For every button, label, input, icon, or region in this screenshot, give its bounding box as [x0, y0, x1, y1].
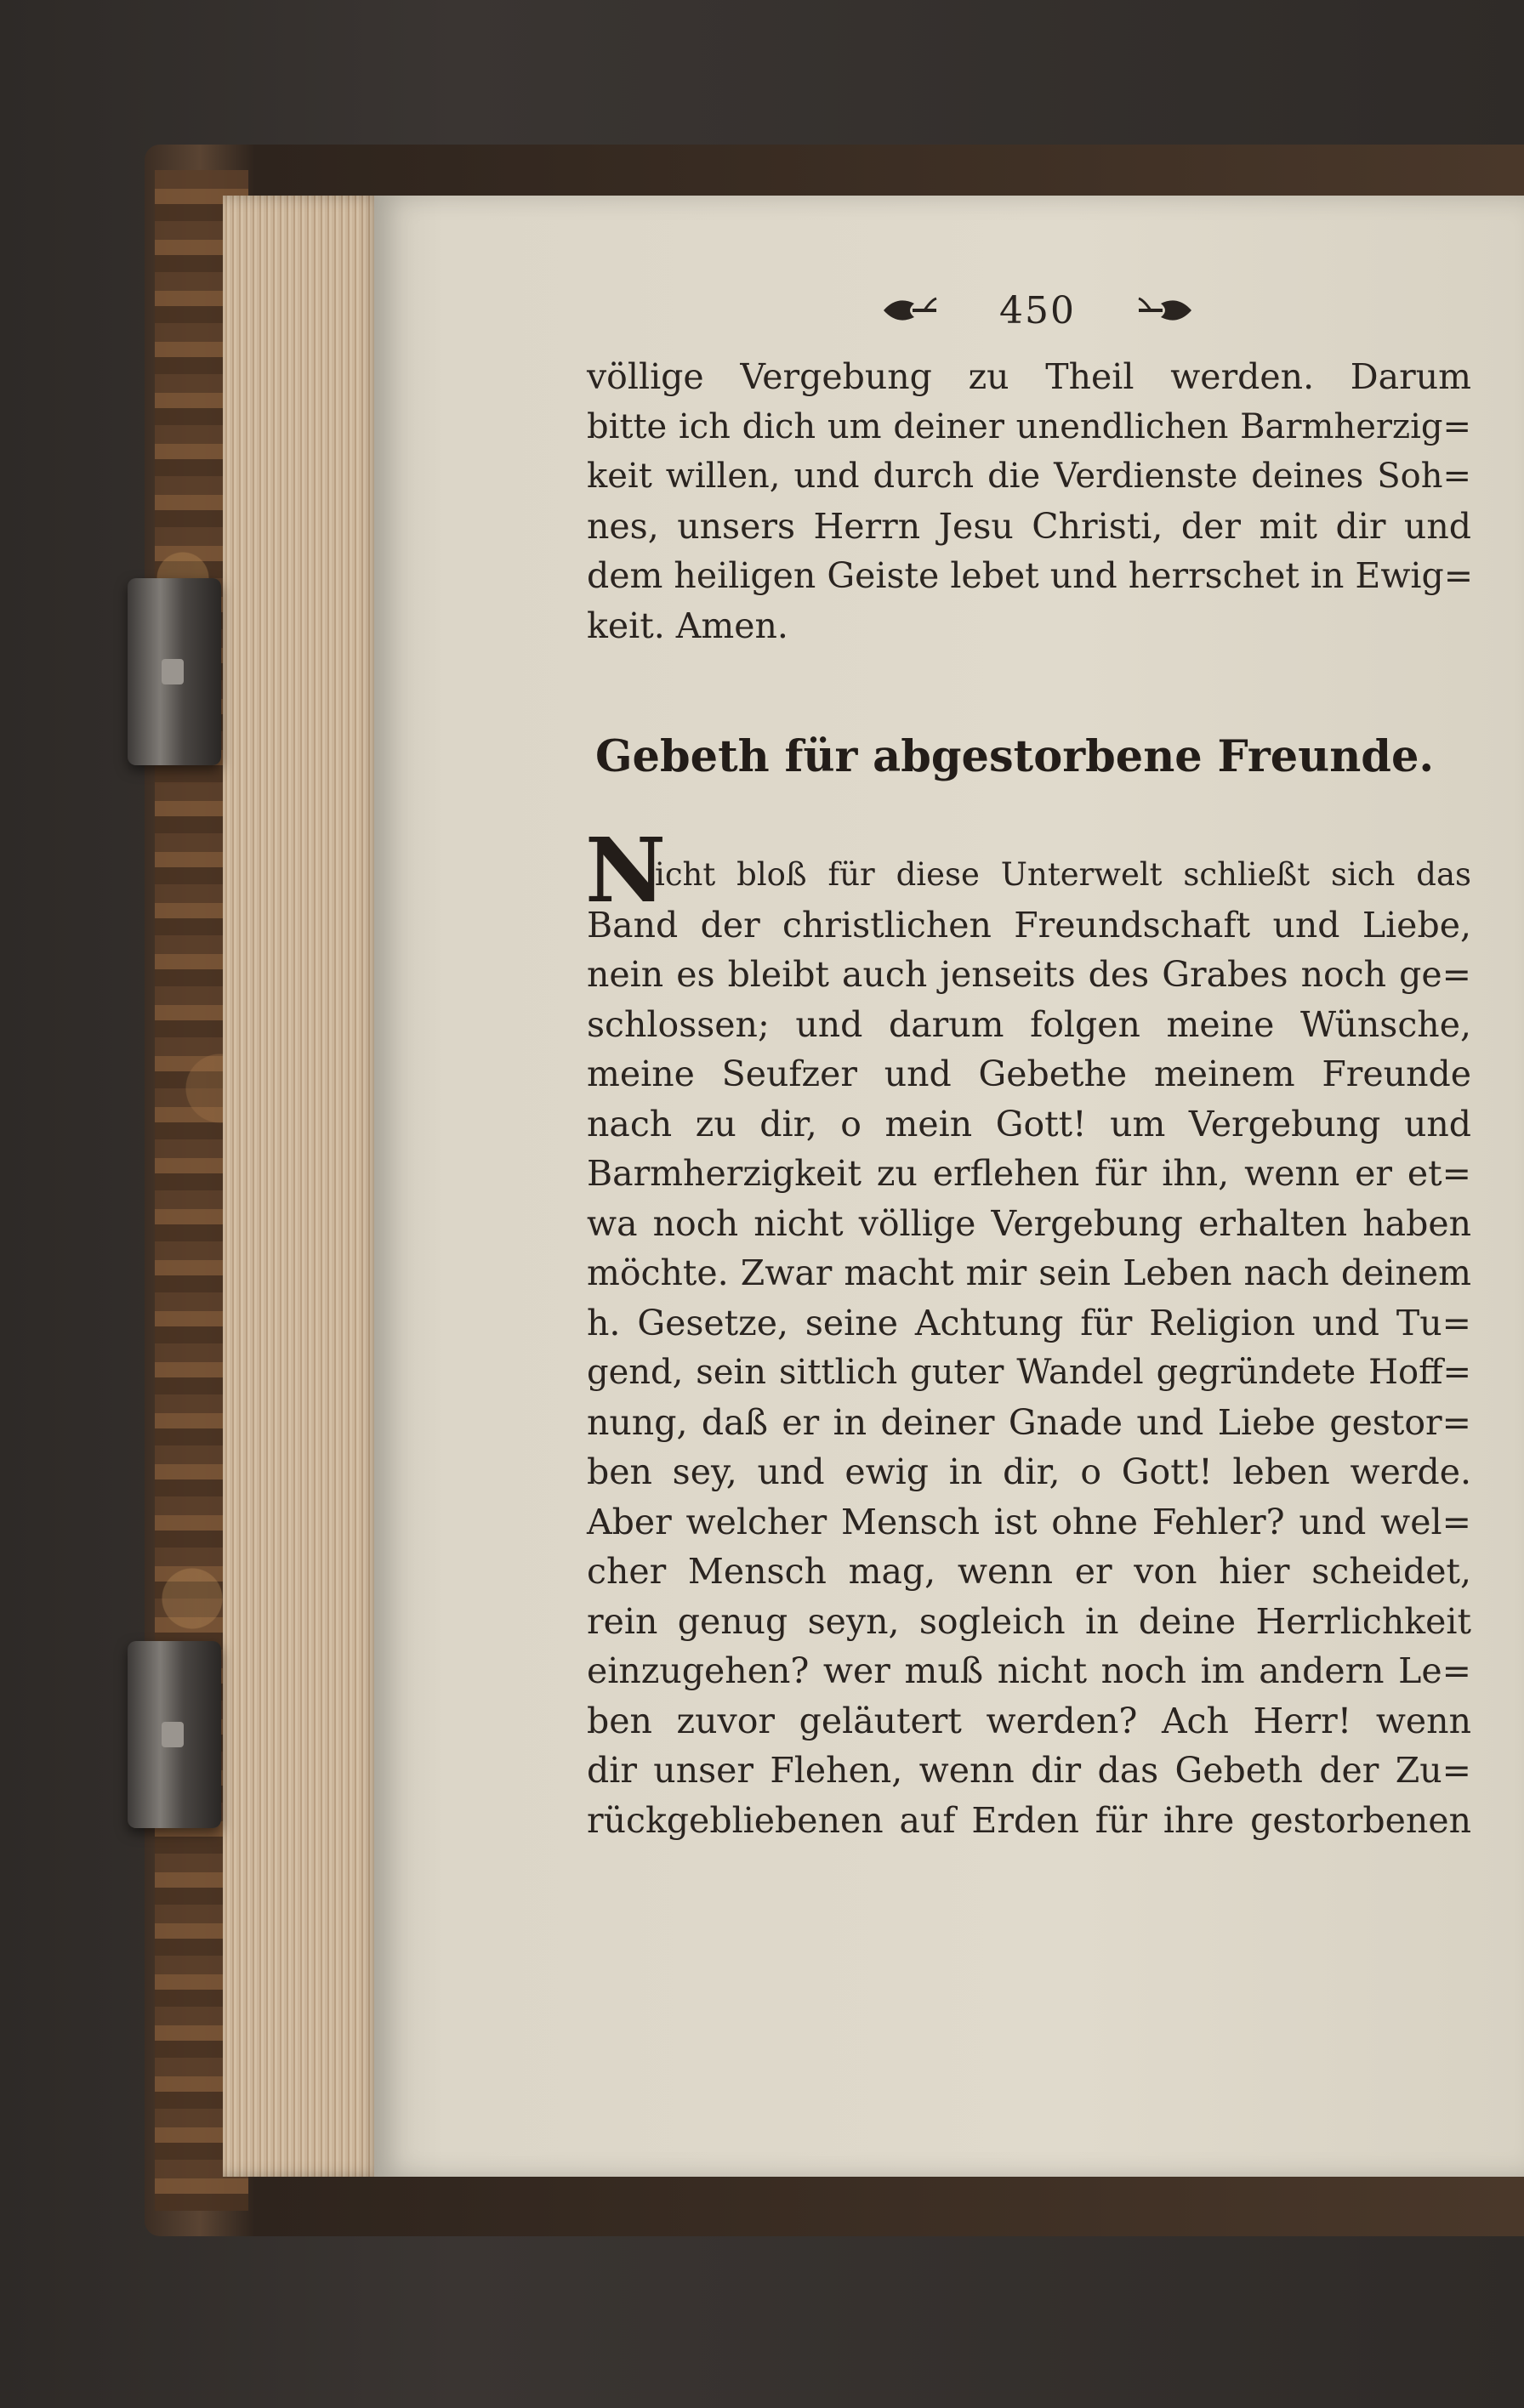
section-heading: Gebeth für abgestorbene Freunde. — [595, 731, 1435, 782]
text-line: möchte. Zwar macht mir sein Leben nach deinem — [587, 1252, 1471, 1293]
text-line: ben sey, und ewig in dir, o Gott! leben werde. — [587, 1451, 1471, 1492]
text-line: nung, daß er in deiner Gnade und Liebe gestor= — [587, 1401, 1471, 1443]
text-line: gend, sein sittlich guter Wandel gegründete Hoff= — [587, 1353, 1471, 1392]
page-edges — [223, 196, 384, 2177]
text-line: rückgebliebenen auf Erden für ihre gestorbenen — [587, 1799, 1471, 1841]
text-line: nach zu dir, o mein Gott! um Vergebung und — [587, 1103, 1471, 1144]
clasp-pin — [162, 659, 184, 684]
page-header — [850, 281, 1225, 340]
continued-paragraph — [587, 352, 1474, 650]
text-line: dem heiligen Geiste lebet und herrschet in Ewig= — [587, 555, 1474, 596]
text-line: keit willen, und durch die Verdienste deines Soh= — [587, 457, 1471, 496]
text-line: bitte ich dich um deiner unendlichen Barmherzig= — [587, 406, 1471, 446]
text-line: keit. Amen. — [587, 605, 788, 646]
text-line: nes, unsers Herrn Jesu Christi, der mit dir und — [587, 505, 1471, 547]
text-line: ben zuvor geläutert werden? Ach Herr! wenn — [587, 1700, 1471, 1741]
text-line: Barmherzigkeit zu erflehen für ihn, wenn er et= — [587, 1153, 1471, 1194]
clasp-pin — [162, 1722, 184, 1747]
upper-clasp — [128, 578, 221, 765]
text-line: rein genug seyn, sogleich in deine Herrlichkeit — [587, 1600, 1471, 1642]
text-line: dir unser Flehen, wenn dir das Gebeth der Zu= — [587, 1750, 1471, 1791]
text-line: nein es bleibt auch jenseits des Grabes noch ge= — [587, 954, 1471, 995]
text-line: völlige Vergebung zu Theil werden. Darum — [587, 356, 1471, 397]
prayer-paragraph — [587, 850, 1471, 1845]
text-line: Band der christlichen Freundschaft und Liebe, — [587, 904, 1471, 946]
leaf-ornament-icon — [1135, 292, 1195, 329]
text-line: icht bloß für diese Unterwelt schließt sich das — [655, 856, 1471, 893]
text-line: h. Gesetze, seine Achtung für Religion und Tu= — [587, 1302, 1471, 1343]
text-line: meine Seufzer und Gebethe meinem Freunde — [587, 1054, 1471, 1094]
drop-cap: N — [585, 818, 667, 923]
page-number: 450 — [999, 288, 1076, 332]
text-line: schlossen; und darum folgen meine Wünsche, — [587, 1003, 1471, 1045]
leaf-ornament-icon — [880, 292, 940, 329]
lower-clasp — [128, 1641, 221, 1828]
text-line: Aber welcher Mensch ist ohne Fehler? und wel= — [587, 1501, 1471, 1542]
text-line: wa noch nicht völlige Vergebung erhalten haben — [587, 1202, 1471, 1244]
text-line: cher Mensch mag, wenn er von hier scheidet, — [587, 1551, 1471, 1592]
text-line: einzugehen? wer muß nicht noch im andern Le= — [587, 1650, 1471, 1691]
